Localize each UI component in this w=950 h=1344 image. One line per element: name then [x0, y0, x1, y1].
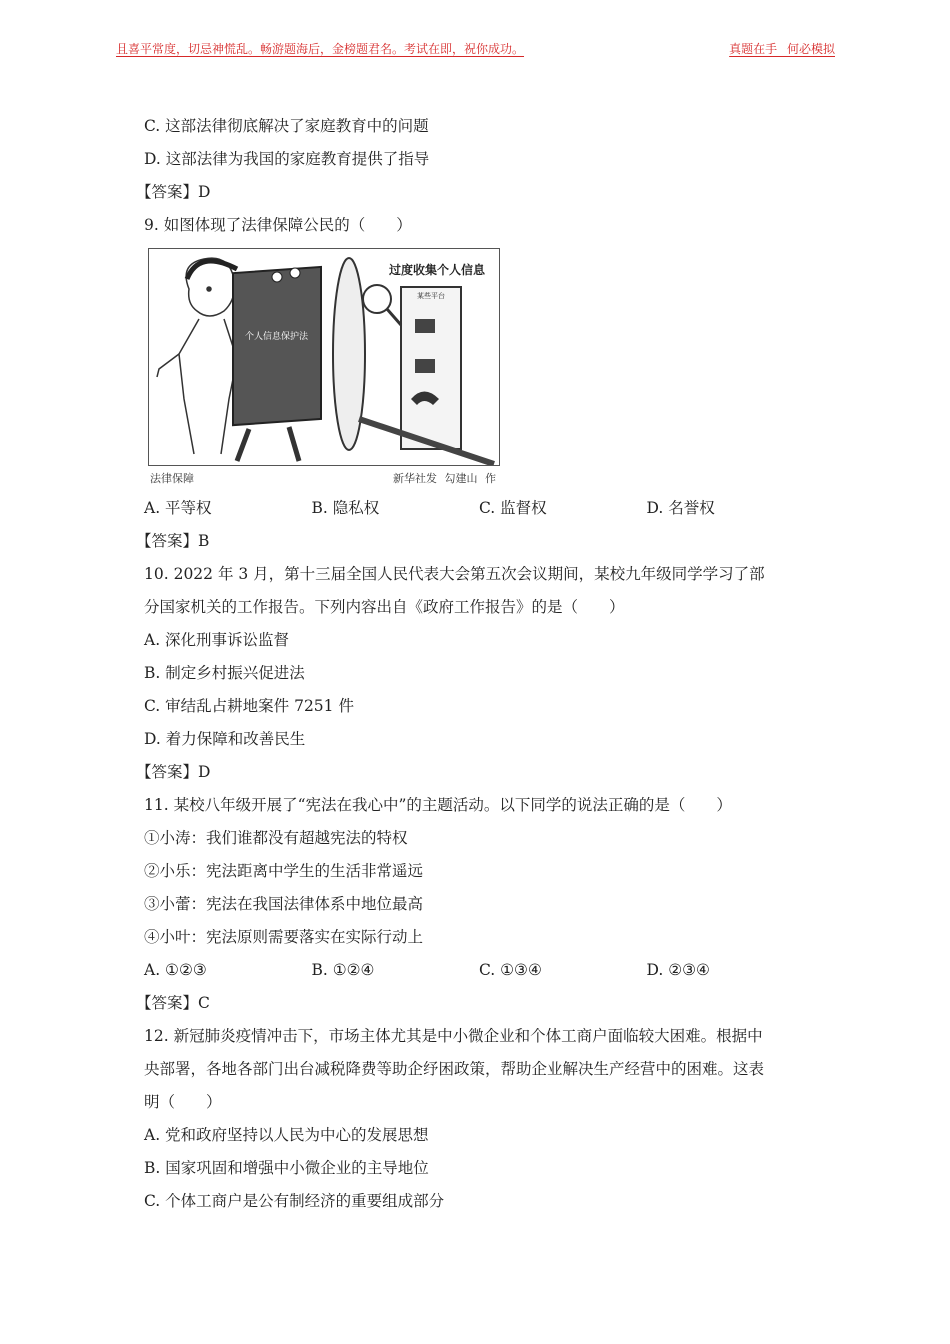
q10-answer: 【答案】D	[136, 763, 211, 781]
q9-stem: 9. 如图体现了法律保障公民的（ ）	[144, 216, 412, 234]
q8-answer: 【答案】D	[136, 183, 211, 201]
q11-stem: 11. 某校八年级开展了“宪法在我心中”的主题活动。以下同学的说法正确的是（ ）	[144, 796, 732, 814]
figure-title: 过度收集个人信息	[389, 263, 486, 277]
figure-caption-right: 新华社发 勾建山 作	[393, 472, 496, 485]
q11-option-a: A. ①②③	[144, 961, 207, 979]
q11-options	[144, 954, 814, 987]
q9-answer: 【答案】B	[136, 532, 210, 550]
q11-statement-4: ④小叶：宪法原则需要落实在实际行动上	[144, 928, 424, 946]
q9-option-c: C. 监督权	[479, 499, 547, 517]
q12-stem-line1: 12. 新冠肺炎疫情冲击下，市场主体尤其是中小微企业和个体工商户面临较大困难。根据中	[144, 1027, 763, 1045]
q10-option-a: A. 深化刑事诉讼监督	[144, 631, 290, 649]
q12-option-a: A. 党和政府坚持以人民为中心的发展思想	[144, 1126, 429, 1144]
q11-option-b: B. ①②④	[311, 961, 375, 979]
book-label: 个人信息保护法	[245, 332, 309, 342]
screen-label: 某些平台	[417, 292, 445, 300]
q11-option-c: C. ①③④	[479, 961, 542, 979]
q12-option-b: B. 国家巩固和增强中小微企业的主导地位	[144, 1159, 429, 1177]
q9-cartoon-figure	[148, 248, 500, 486]
cartoon-illustration	[149, 249, 499, 465]
q12-stem-line2: 央部署，各地各部门出台减税降费等助企纾困政策，帮助企业解决生产经营中的困难。这表	[144, 1060, 765, 1078]
q8-option-c: C. 这部法律彻底解决了家庭教育中的问题	[144, 117, 429, 135]
q10-stem-line2: 分国家机关的工作报告。下列内容出自《政府工作报告》的是（ ）	[144, 598, 625, 616]
document-body	[136, 110, 814, 1218]
q9-option-d: D. 名誉权	[646, 499, 715, 517]
q11-statement-3: ③小蕾：宪法在我国法律体系中地位最高	[144, 895, 424, 913]
q10-stem-line1: 10. 2022 年 3 月，第十三届全国人民代表大会第五次会议期间，某校九年级同学学习了部	[144, 565, 765, 583]
man-figure	[157, 258, 237, 454]
q9-option-a: A. 平等权	[144, 499, 212, 517]
q8-option-d: D. 这部法律为我国的家庭教育提供了指导	[144, 150, 430, 168]
law-book	[233, 267, 321, 461]
q10-option-c: C. 审结乱占耕地案件 7251 件	[144, 697, 354, 715]
q11-answer: 【答案】C	[136, 994, 210, 1012]
header-slogan: 真题在手 何必模拟	[729, 42, 835, 56]
q12-stem-line3: 明（ ）	[144, 1093, 222, 1111]
header-motto: 且喜平常度，切忌神慌乱。畅游题海后，金榜题君名。考试在即，祝你成功。	[116, 42, 525, 56]
q9-option-b: B. 隐私权	[311, 499, 380, 517]
q11-option-d: D. ②③④	[646, 961, 710, 979]
q10-option-d: D. 着力保障和改善民生	[144, 730, 306, 748]
q11-statement-1: ①小涛：我们谁都没有超越宪法的特权	[144, 829, 408, 847]
q10-option-b: B. 制定乡村振兴促进法	[144, 664, 305, 682]
q9-options	[144, 492, 814, 525]
q12-option-c: C. 个体工商户是公有制经济的重要组成部分	[144, 1192, 445, 1210]
q11-statement-2: ②小乐：宪法距离中学生的生活非常遥远	[144, 862, 424, 880]
figure-caption-left: 法律保障	[150, 472, 194, 485]
cartoon-frame	[148, 248, 500, 466]
